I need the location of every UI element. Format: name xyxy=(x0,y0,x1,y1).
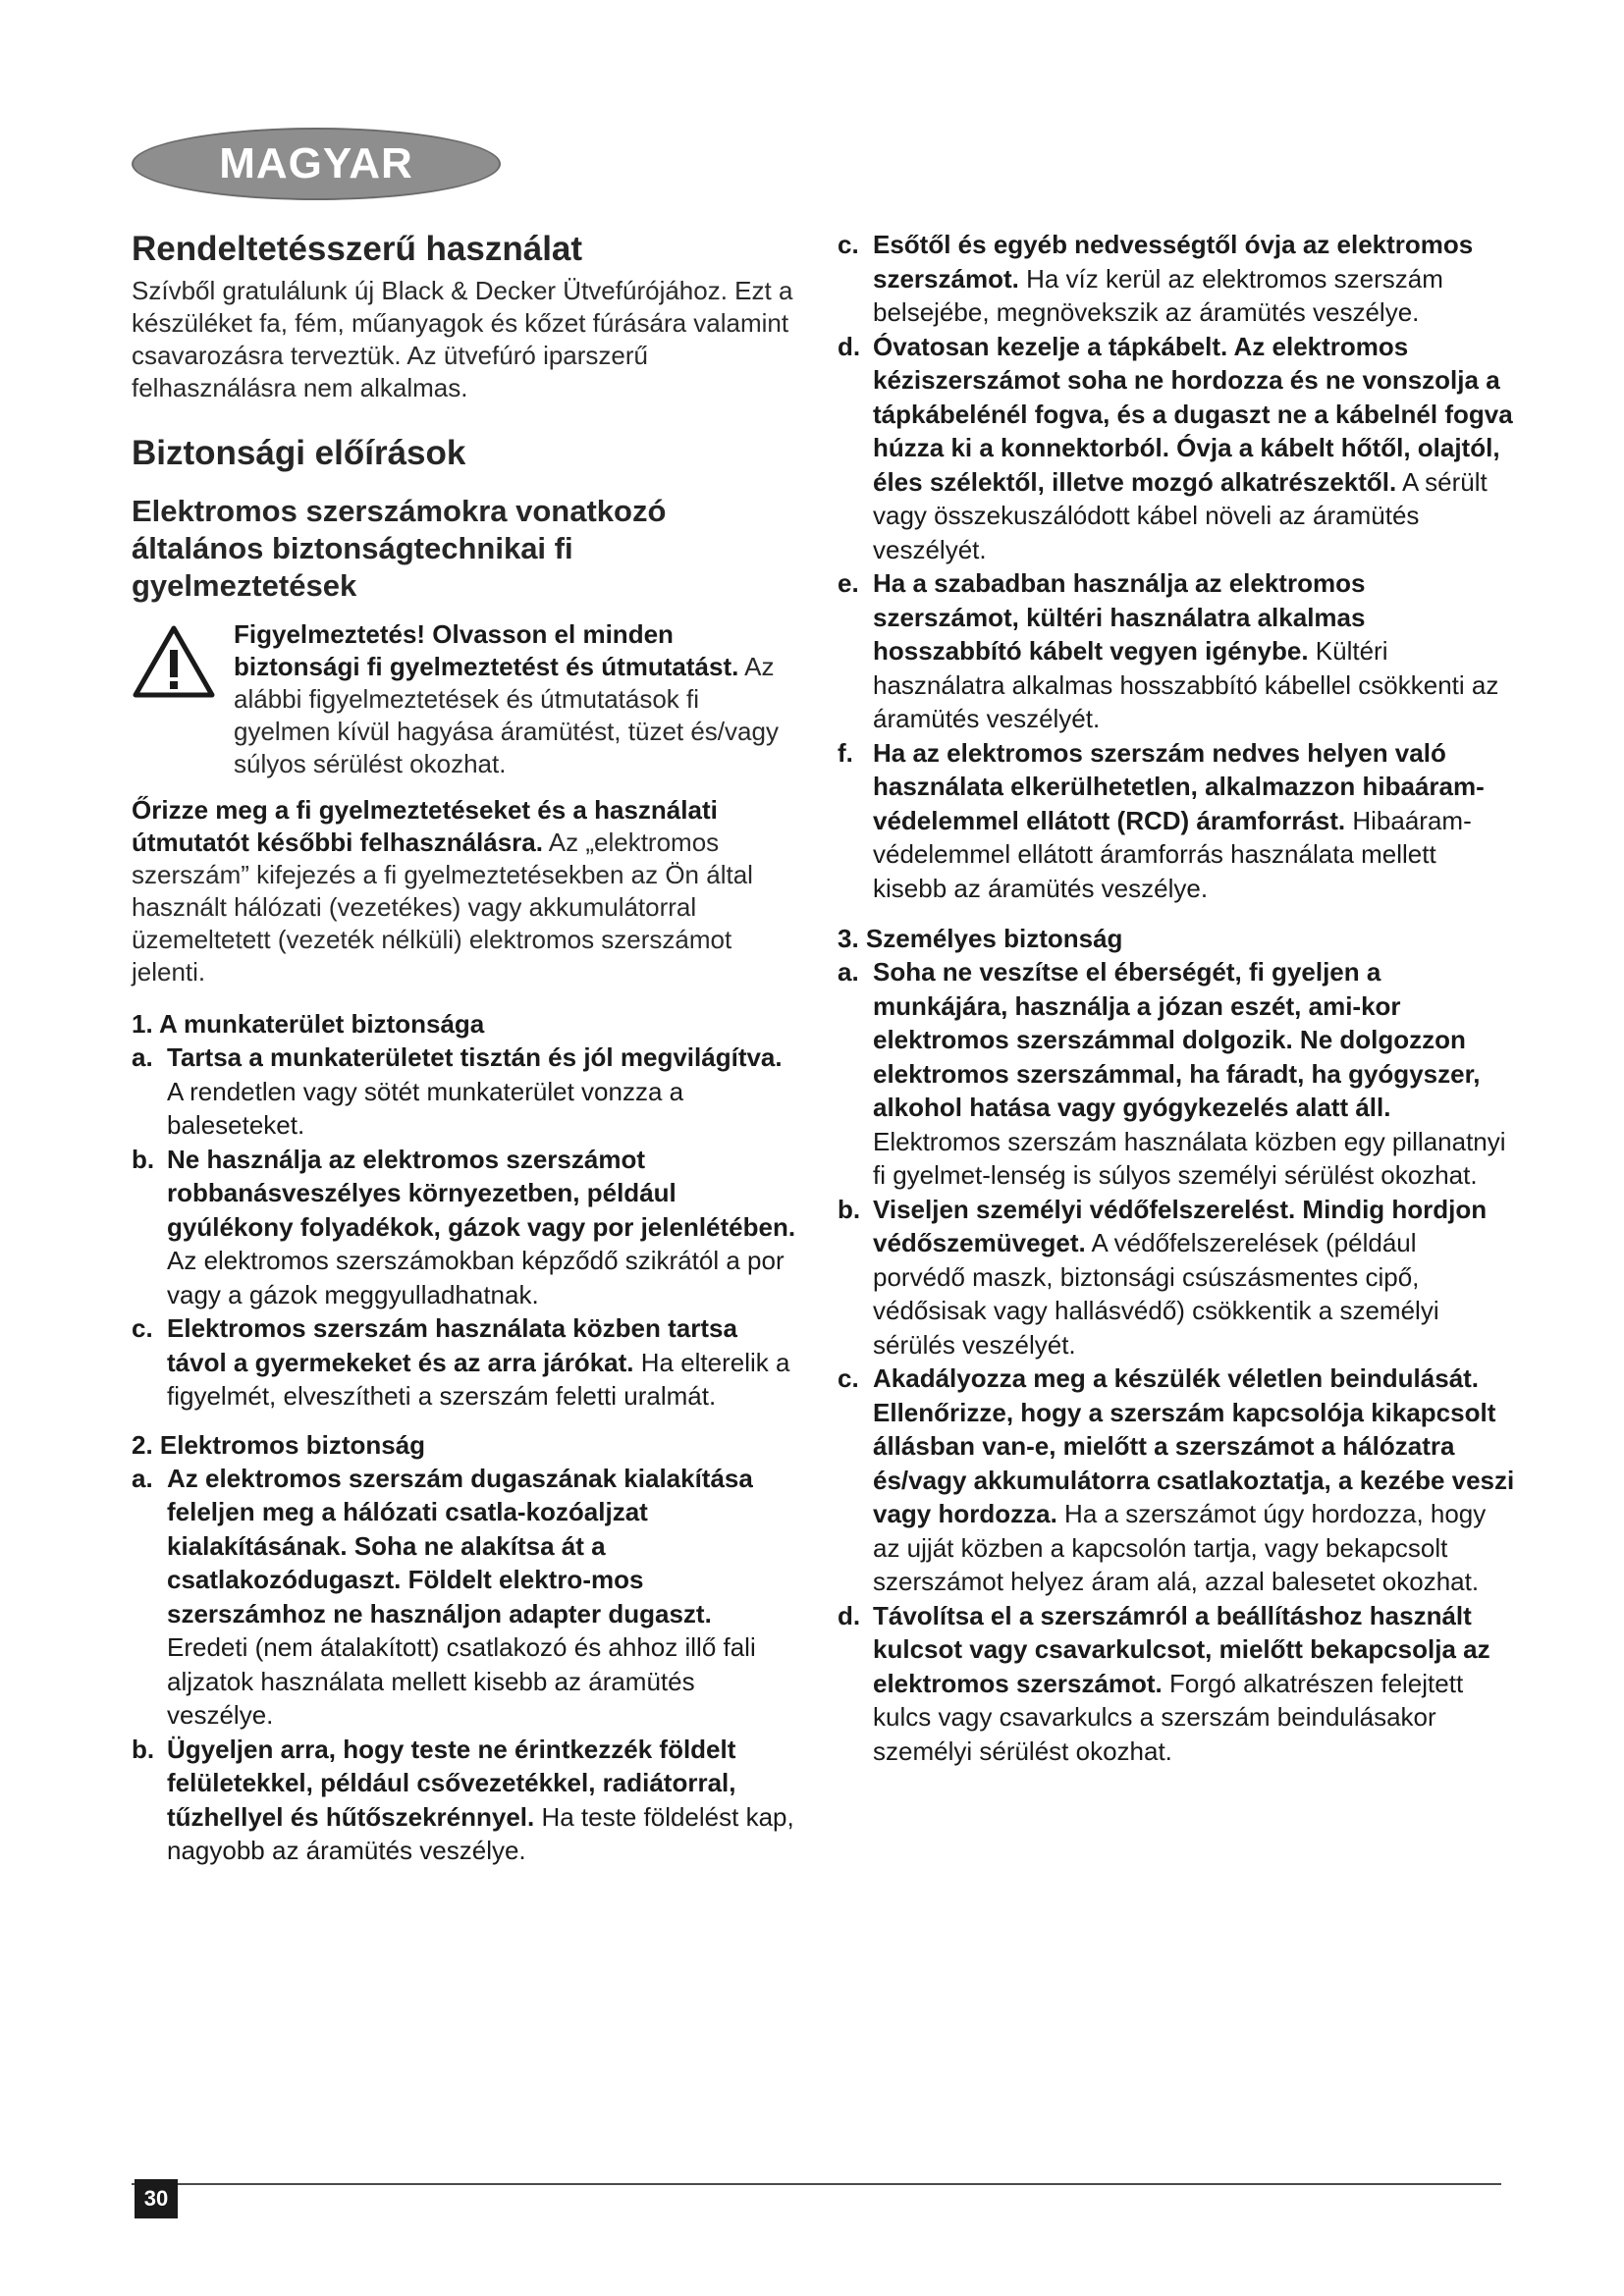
item-bold: Viseljen személyi védőfelszerelést. Mindig hordjon védőszemüveget. xyxy=(873,1194,1488,1257)
item-text: A rendetlen vagy sötét munkaterület vonzza a baleseteket. xyxy=(167,1076,684,1140)
page-number: 30 xyxy=(135,2179,178,2218)
safety-title: Biztonsági előírások xyxy=(132,434,466,472)
warning-bold: Figyelmeztetés! Olvasson el minden biztonsági fi gyelmeztetést és útmutatást. xyxy=(234,619,739,681)
item-bold: Távolítsa el a szerszámról a beállításhoz használt kulcsot vagy csavarkulcsot, mielőtt bekapcsolja az elektromos szerszámot. xyxy=(873,1600,1490,1698)
item-text: A védőfelszerelések (például porvédő maszk, biztonsági csúszásmentes cipő, védősisak vagy hallásvédő) csökkentik a személyi sérülés veszélyét. xyxy=(873,1228,1439,1360)
language-badge: MAGYAR xyxy=(132,128,501,200)
item-bold: Soha ne veszítse el éberségét, fi gyeljen a munkájára, használja a józan eszét, ami-kor elektromos szerszámmal dolgozik. Ne dolgozzon elektromos szerszámmal, ha fáradt, ha gyógyszer, alkohol hatása vagy gyógykezelés alatt áll. xyxy=(873,957,1481,1122)
item-text: Hibaáram-védelemmel ellátott áramforrás használata mellett kisebb az áramütés veszélye. xyxy=(873,805,1472,903)
item-text: Ha a szerszámot úgy hordozza, hogy az ujját közben a kapcsolón tartja, vagy bekapcsolt szerszámot helyez áram alá, azzal balesetet okozhat. xyxy=(873,1499,1487,1596)
item-text: Forgó alkatrészen felejtett kulcs vagy csavarkulcs a szerszám beindulásakor személyi sérülést okozhat. xyxy=(873,1668,1464,1766)
item-bold: Ne használja az elektromos szerszámot robbanásveszélyes környezetben, például gyúlékony folyadékok, gázok vagy por jelenlétében. xyxy=(167,1144,796,1242)
item-bold: Óvatosan kezelje a tápkábelt. Az elektromos kéziszerszámot soha ne hordozza és ne vonszolja a tápkábelénél fogva, és a dugaszt ne a kábelnél fogva húzza ki a konnektorból. Óvja a kábelt hőtől, olajtól, éles szélektől, illetve mozgó alkatrészektől. xyxy=(873,331,1513,497)
keep-body: Az „elektromos szerszám” kifejezés a fi gyelmeztetésekben az Ön által használt hálózati (vezetékes) vagy akkumulátorral üzemeltetett (vezeték nélküli) elektromos szerszámot jelenti. xyxy=(132,828,753,987)
item-label: f. xyxy=(838,737,853,768)
item-label: d. xyxy=(838,1600,861,1630)
item-text: Ha teste földelést kap, nagyobb az áramütés veszélye. xyxy=(167,1801,794,1865)
item-label: b. xyxy=(838,1194,861,1224)
safety-subtitle: Elektromos szerszámokra vonatkozó általános biztonságtechnikai fi gyelmeztetések xyxy=(132,494,667,603)
section-personal-safety xyxy=(838,923,1515,1768)
section-electrical-safety xyxy=(132,1429,799,1868)
left-column xyxy=(132,228,799,1868)
list-item xyxy=(838,330,1515,567)
item-text: A sérült vagy összekuszálódott kábel növeli az áramütés veszélyét. xyxy=(873,466,1488,564)
keep-instructions xyxy=(132,794,799,988)
section-work-area xyxy=(132,1008,799,1414)
section-title: 3. Személyes biztonság xyxy=(838,924,1123,953)
item-label: a. xyxy=(838,957,859,987)
item-label: c. xyxy=(838,1363,859,1393)
item-text: Eredeti (nem átalakított) csatlakozó és ahhoz illő fali aljzatok használata mellett kisebb az áramütés veszélye. xyxy=(167,1632,756,1730)
list-item xyxy=(132,1041,799,1143)
item-text: Kültéri használatra alkalmas hosszabbító kábellel csökkenti az áramütés veszélyét. xyxy=(873,636,1499,733)
item-bold: Esőtől és egyéb nedvességtől óvja az elektromos szerszámot. xyxy=(873,230,1474,294)
item-label: a. xyxy=(132,1042,153,1072)
item-bold: Az elektromos szerszám dugaszának kialakítása feleljen meg a hálózati csatla-kozóaljzat kialakításának. Soha ne alakítsa át a csatlakozódugaszt. Földelt elektro-mos szerszámhoz ne használjon adapter dugaszt. xyxy=(167,1463,753,1629)
warning-block xyxy=(132,618,799,780)
warning-text xyxy=(228,618,799,780)
section-title: 1. A munkaterület biztonsága xyxy=(132,1009,485,1039)
list-item xyxy=(132,1462,799,1733)
list-item xyxy=(132,1733,799,1868)
item-text: Ha víz kerül az elektromos szerszám belsejébe, megnövekszik az áramütés veszélye. xyxy=(873,263,1443,327)
intended-use-text: Szívből gratulálunk új Black & Decker Ütvefúrójához. Ezt a készüléket fa, fém, műanyagok és kőzet fúrására valamint csavarozásra terveztük. Az ütvefúró iparszerű felhasználásra nem alkalmas. xyxy=(132,276,793,402)
item-bold: Akadályozza meg a készülék véletlen beindulását. Ellenőrizze, hogy a szerszám kapcsolója kikapcsolt állásban van-e, mielőtt a szerszámot a hálózatra és/vagy akkumulátorra csatlakoztatja, a kezébe veszi vagy hordozza. xyxy=(873,1363,1515,1528)
list-item xyxy=(132,1311,799,1414)
item-text: Ha elterelik a figyelmét, elveszítheti a szerszám feletti uralmát. xyxy=(167,1347,790,1411)
item-text: Elektromos szerszám használata közben egy pillanatnyi fi gyelmet-lenség is súlyos személyi sérülést okozhat. xyxy=(873,1126,1506,1190)
item-bold: Tartsa a munkaterületet tisztán és jól megvilágítva. xyxy=(167,1042,783,1072)
item-bold: Ügyeljen arra, hogy teste ne érintkezzék földelt felületekkel, például csővezetékkel, radiátorral, tűzhellyel és hűtőszekrénnyel. xyxy=(167,1734,736,1832)
list-item xyxy=(132,1143,799,1312)
list-item xyxy=(838,566,1515,736)
section-title: 2. Elektromos biztonság xyxy=(132,1429,426,1460)
keep-bold: Őrizze meg a fi gyelmeztetéseket és a használati útmutatót későbbi felhasználásra. xyxy=(132,795,718,857)
item-label: b. xyxy=(132,1144,155,1174)
item-label: d. xyxy=(838,331,861,361)
warning-body: Az alábbi figyelmeztetések és útmutatások fi gyelmen kívül hagyása áramütést, tüzet és/vagy súlyos sérülést okozhat. xyxy=(234,652,779,778)
intended-use-title: Rendeltetésszerű használat xyxy=(132,230,583,268)
item-label: a. xyxy=(132,1463,153,1493)
item-bold: Ha a szabadban használja az elektromos szerszámot, kültéri használatra alkalmas hosszabbító kábelt vegyen igénybe. xyxy=(873,568,1366,666)
warning-triangle-icon xyxy=(132,618,228,780)
item-label: c. xyxy=(838,230,859,259)
item-bold: Elektromos szerszám használata közben tartsa távol a gyermekeket és az arra járókat. xyxy=(167,1313,737,1377)
list-item xyxy=(838,955,1515,1193)
item-label: b. xyxy=(132,1734,155,1764)
list-item xyxy=(838,1193,1515,1362)
item-text: Az elektromos szerszámokban képződő szikrától a por vagy a gázok meggyulladhatnak. xyxy=(167,1246,785,1309)
list-item xyxy=(838,228,1515,330)
list-item xyxy=(838,1362,1515,1599)
item-label: e. xyxy=(838,568,859,598)
footer-rule xyxy=(132,2183,1501,2185)
item-label: c. xyxy=(132,1313,153,1343)
right-column xyxy=(838,228,1515,1768)
list-item xyxy=(838,736,1515,906)
item-bold: Ha az elektromos szerszám nedves helyen való használata elkerülhetetlen, alkalmazzon hibaáram-védelemmel ellátott (RCD) áramforrást. xyxy=(873,737,1485,835)
list-item xyxy=(838,1599,1515,1769)
